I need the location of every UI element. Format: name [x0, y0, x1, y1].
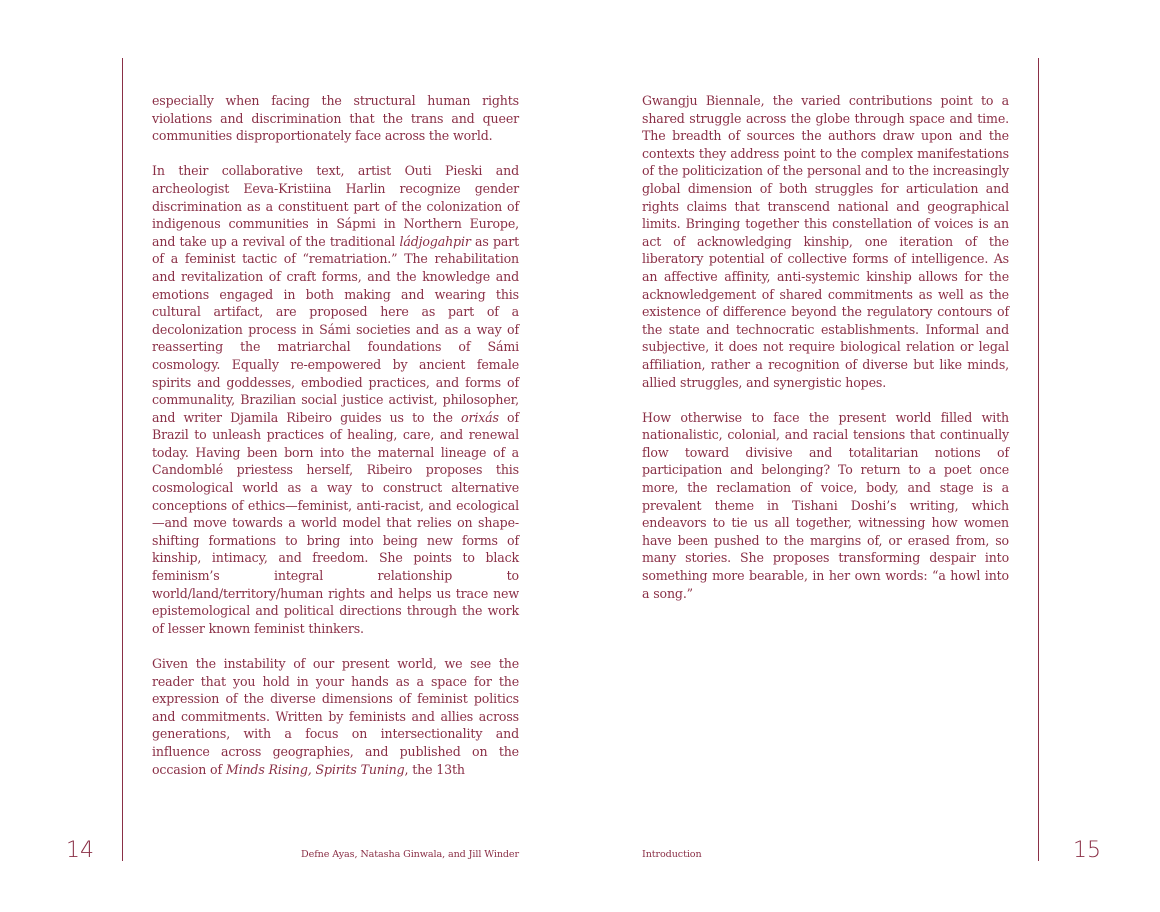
exhibition-title: Minds Rising, Spirits Tuning — [225, 761, 405, 777]
left-margin-rule — [122, 58, 123, 861]
left-paragraph-3-part-b: , the 13th — [404, 761, 465, 777]
orixas-term: orixás — [461, 409, 499, 425]
right-text-column — [642, 92, 1009, 620]
right-margin-rule — [1038, 58, 1039, 861]
right-paragraph-2: How otherwise to face the present world filled with nationalistic, colonial, and racial tensions that continually flow toward divisive and totalitarian notions of participation and belonging? To return to a poet once more, the reclamation of voice, body, and stage is a prevalent theme in Tishani Doshi’s writing, which endeavors to tie us all together, witnessing how women have been pushed to the margins of, or erased from, so many stories. She proposes transforming despair into something more bearable, in her own words: “a howl into a song.” — [642, 409, 1009, 601]
right-running-head: Introduction — [642, 849, 702, 860]
right-page-number: 15 — [1073, 838, 1101, 863]
left-paragraph-2 — [152, 162, 519, 637]
left-page-number: 14 — [66, 838, 94, 863]
left-paragraph-2-part-b: as part of a feminist tactic of “rematriation.” The rehabilitation and revitalization of craft forms, and the knowledge and emotions engaged in both making and wearing this cultural artifact, are proposed here as part of a decolonization process in Sámi societies and as a way of reasserting the matriarchal foundations of Sámi cosmology. Equally re-empowered by ancient female spirits and goddesses, embodied practices, and forms of communality, Brazilian social justice activist, philosopher, and writer Djamila Ribeiro guides us to the — [152, 233, 519, 425]
left-paragraph-2-part-c: of Brazil to unleash practices of healing, care, and renewal today. Having been born into the maternal lineage of a Candomblé priestess herself, Ribeiro proposes this cosmological world as a way to construct alternative conceptions of ethics—feminist, anti-racist, and ecological—and move towards a world model that relies on shape-shifting formations to bring into being new forms of kinship, intimacy, and freedom. She points to black feminism’s integral relationship to world/land/territory/human rights and helps us trace new epistemological and political directions through the work of lesser known feminist thinkers. — [152, 409, 519, 636]
ladjogahpir-term: ládjogahpir — [399, 233, 471, 249]
right-paragraph-1: Gwangju Biennale, the varied contributions point to a shared struggle across the globe through space and time. The breadth of sources the authors draw upon and the contexts they address point to the complex manifestations of the politicization of the personal and to the increasingly global dimension of both struggles for articulation and rights claims that transcend national and geographical limits. Bringing together this constellation of voices is an act of acknowledging kinship, one iteration of the liberatory potential of collective forms of intelligence. As an affective affinity, anti-systemic kinship allows for the acknowledgement of shared commitments as well as the existence of difference beyond the regulatory contours of the state and technocratic establishments. Informal and subjective, it does not require biological relation or legal affiliation, rather a recognition of diverse but like minds, allied struggles, and synergistic hopes. — [642, 93, 1009, 390]
left-text-column — [152, 92, 519, 796]
left-paragraph-2-part-a: In their collaborative text, artist Outi Pieski and archeologist Eeva-Kristiina Harlin recognize gender discrimination as a constituent part of the colonization of indigenous communities in Sápmi in Northern Europe, and take up a revival of the traditional — [152, 163, 519, 249]
left-paragraph-3-part-a: Given the instability of our present world, we see the reader that you hold in your hands as a space for the expression of the diverse dimensions of feminist politics and commitments. Written by feminists and allies across generations, with a focus on intersectionality and influence across geographies, and published on the occasion of — [152, 656, 519, 777]
left-running-head: Defne Ayas, Natasha Ginwala, and Jill Winder — [301, 849, 519, 860]
left-paragraph-1: especially when facing the structural human rights violations and discrimination that the trans and queer communities disproportionately face across the world. — [152, 93, 519, 144]
left-paragraph-3 — [152, 655, 519, 778]
